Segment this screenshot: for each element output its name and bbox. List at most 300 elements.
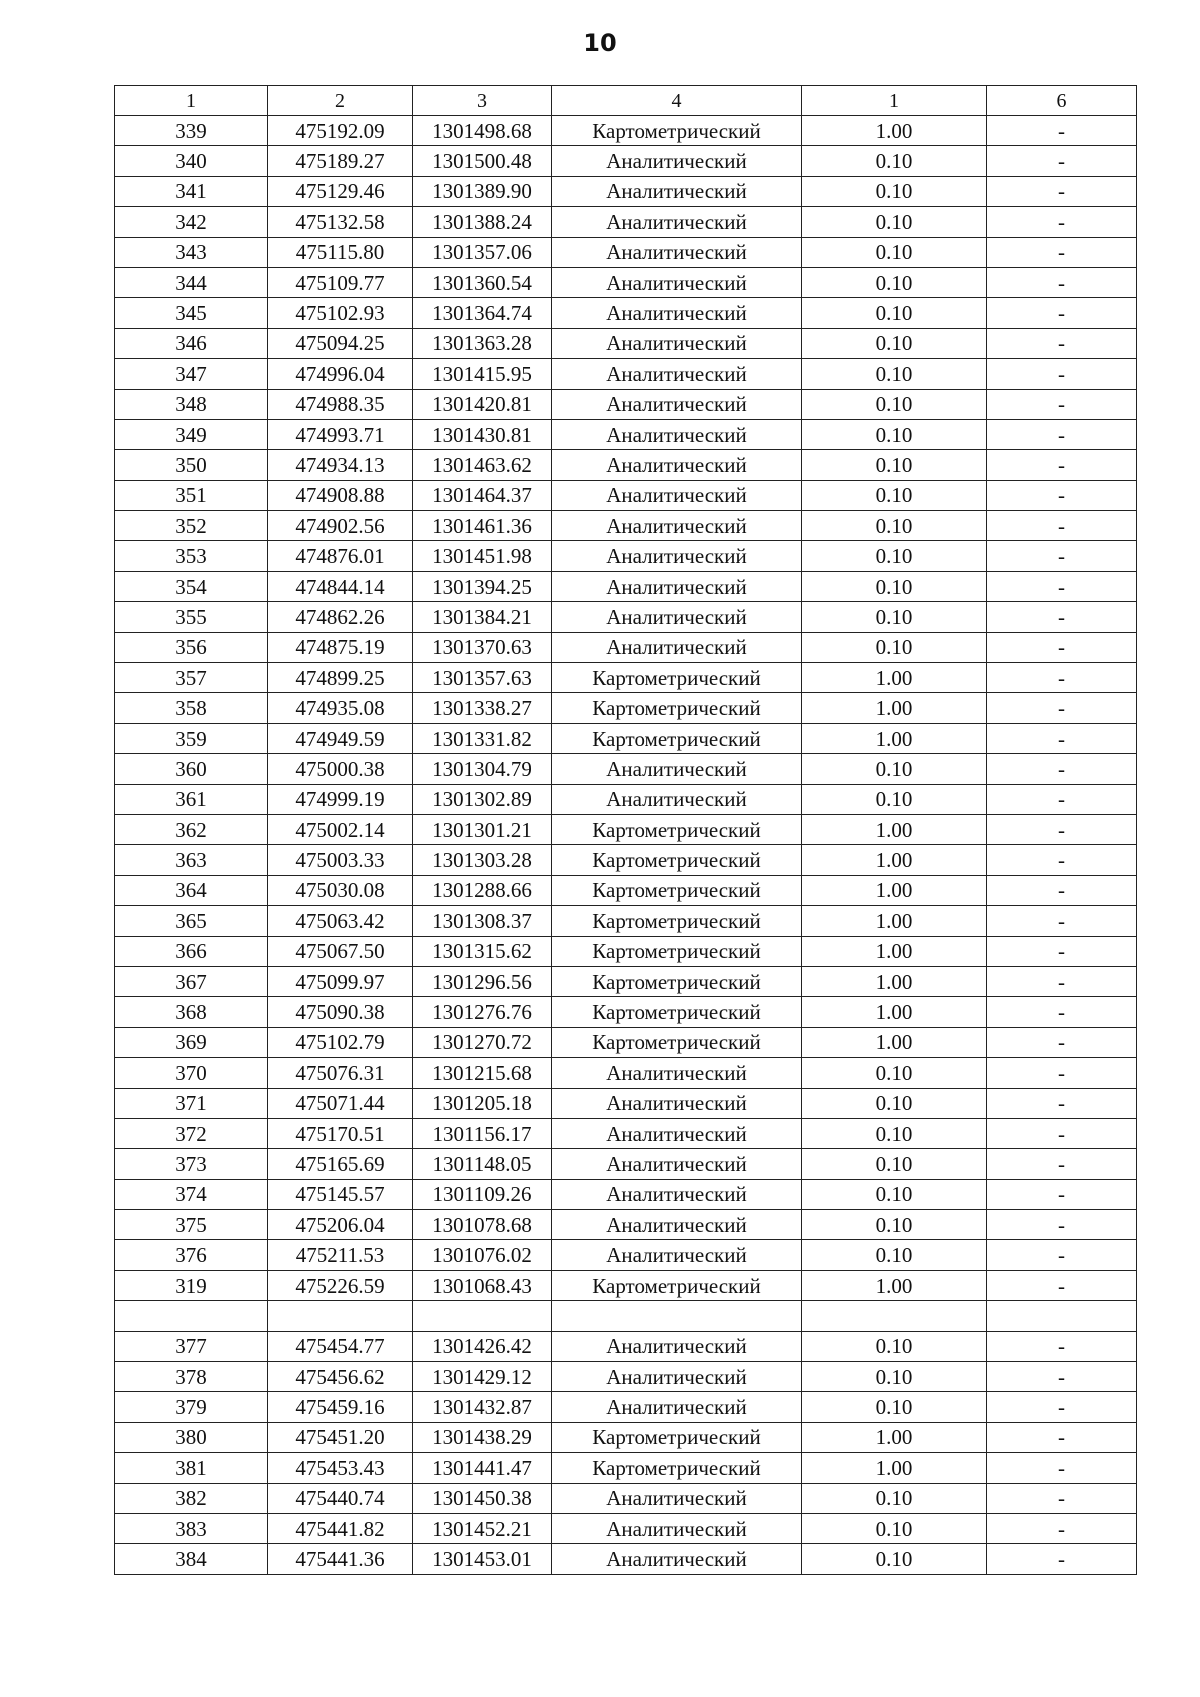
- x-coordinate-cell: 475170.51: [268, 1118, 413, 1148]
- x-coordinate-cell: 475094.25: [268, 328, 413, 358]
- table-row: [115, 1179, 1137, 1209]
- accuracy-cell: 0.10: [802, 784, 987, 814]
- point-number-cell: [115, 1301, 268, 1331]
- accuracy-cell: 1.00: [802, 845, 987, 875]
- table-row: [115, 1027, 1137, 1057]
- table-row: [115, 389, 1137, 419]
- table-row: [115, 602, 1137, 632]
- point-number-cell: 353: [115, 541, 268, 571]
- y-coordinate-cell: 1301296.56: [413, 966, 552, 996]
- x-coordinate-cell: 475456.62: [268, 1362, 413, 1392]
- y-coordinate-cell: 1301389.90: [413, 176, 552, 206]
- table-row: [115, 328, 1137, 358]
- y-coordinate-cell: 1301360.54: [413, 267, 552, 297]
- y-coordinate-cell: 1301388.24: [413, 207, 552, 237]
- accuracy-cell: 0.10: [802, 450, 987, 480]
- y-coordinate-cell: 1301109.26: [413, 1179, 552, 1209]
- column-header: 1: [802, 86, 987, 116]
- method-cell: Аналитический: [552, 267, 802, 297]
- y-coordinate-cell: 1301451.98: [413, 541, 552, 571]
- x-coordinate-cell: 475099.97: [268, 966, 413, 996]
- y-coordinate-cell: 1301331.82: [413, 723, 552, 753]
- table-row: [115, 906, 1137, 936]
- x-coordinate-cell: 474899.25: [268, 663, 413, 693]
- accuracy-cell: 0.10: [802, 146, 987, 176]
- point-number-cell: 357: [115, 663, 268, 693]
- note-cell: -: [987, 1240, 1137, 1270]
- accuracy-cell: 1.00: [802, 936, 987, 966]
- note-cell: -: [987, 602, 1137, 632]
- point-number-cell: 373: [115, 1149, 268, 1179]
- x-coordinate-cell: 475002.14: [268, 814, 413, 844]
- method-cell: Аналитический: [552, 1331, 802, 1361]
- x-coordinate-cell: 475063.42: [268, 906, 413, 936]
- table-row: [115, 571, 1137, 601]
- header-row: [115, 86, 1137, 116]
- y-coordinate-cell: 1301426.42: [413, 1331, 552, 1361]
- accuracy-cell: 0.10: [802, 176, 987, 206]
- column-header: 4: [552, 86, 802, 116]
- table-row: [115, 1058, 1137, 1088]
- x-coordinate-cell: 475192.09: [268, 116, 413, 146]
- point-number-cell: 384: [115, 1544, 268, 1574]
- y-coordinate-cell: 1301338.27: [413, 693, 552, 723]
- y-coordinate-cell: 1301148.05: [413, 1149, 552, 1179]
- table-row: [115, 1392, 1137, 1422]
- accuracy-cell: 0.10: [802, 480, 987, 510]
- table-row: [115, 1544, 1137, 1574]
- method-cell: Картометрический: [552, 1453, 802, 1483]
- note-cell: -: [987, 419, 1137, 449]
- method-cell: Картометрический: [552, 693, 802, 723]
- x-coordinate-cell: 475071.44: [268, 1088, 413, 1118]
- note-cell: -: [987, 936, 1137, 966]
- accuracy-cell: 1.00: [802, 1422, 987, 1452]
- note-cell: -: [987, 1179, 1137, 1209]
- accuracy-cell: 0.10: [802, 328, 987, 358]
- x-coordinate-cell: 474875.19: [268, 632, 413, 662]
- y-coordinate-cell: 1301464.37: [413, 480, 552, 510]
- table-row: [115, 936, 1137, 966]
- point-number-cell: 371: [115, 1088, 268, 1118]
- accuracy-cell: 0.10: [802, 1118, 987, 1148]
- method-cell: Аналитический: [552, 1392, 802, 1422]
- x-coordinate-cell: 475206.04: [268, 1210, 413, 1240]
- method-cell: Аналитический: [552, 1483, 802, 1513]
- y-coordinate-cell: 1301500.48: [413, 146, 552, 176]
- y-coordinate-cell: 1301450.38: [413, 1483, 552, 1513]
- x-coordinate-cell: 475129.46: [268, 176, 413, 206]
- note-cell: -: [987, 1453, 1137, 1483]
- point-number-cell: 376: [115, 1240, 268, 1270]
- point-number-cell: 352: [115, 511, 268, 541]
- point-number-cell: 378: [115, 1362, 268, 1392]
- note-cell: -: [987, 1058, 1137, 1088]
- column-header: 1: [115, 86, 268, 116]
- method-cell: Аналитический: [552, 1513, 802, 1543]
- table-header: [115, 86, 1137, 116]
- method-cell: Аналитический: [552, 1118, 802, 1148]
- table-row: [115, 1483, 1137, 1513]
- point-number-cell: 379: [115, 1392, 268, 1422]
- column-header: 2: [268, 86, 413, 116]
- table-row: [115, 875, 1137, 905]
- method-cell: Аналитический: [552, 359, 802, 389]
- note-cell: -: [987, 693, 1137, 723]
- table-row: [115, 663, 1137, 693]
- point-number-cell: 383: [115, 1513, 268, 1543]
- point-number-cell: 350: [115, 450, 268, 480]
- y-coordinate-cell: 1301078.68: [413, 1210, 552, 1240]
- accuracy-cell: 1.00: [802, 966, 987, 996]
- point-number-cell: 364: [115, 875, 268, 905]
- note-cell: -: [987, 328, 1137, 358]
- table-row: [115, 1331, 1137, 1361]
- table-row: [115, 754, 1137, 784]
- note-cell: -: [987, 754, 1137, 784]
- method-cell: Картометрический: [552, 845, 802, 875]
- note-cell: -: [987, 571, 1137, 601]
- method-cell: Аналитический: [552, 480, 802, 510]
- x-coordinate-cell: 475459.16: [268, 1392, 413, 1422]
- x-coordinate-cell: 474993.71: [268, 419, 413, 449]
- accuracy-cell: 1.00: [802, 723, 987, 753]
- accuracy-cell: 0.10: [802, 1058, 987, 1088]
- method-cell: [552, 1301, 802, 1331]
- accuracy-cell: 0.10: [802, 1179, 987, 1209]
- coordinates-table: [114, 85, 1137, 1575]
- x-coordinate-cell: 475165.69: [268, 1149, 413, 1179]
- x-coordinate-cell: [268, 1301, 413, 1331]
- note-cell: -: [987, 1210, 1137, 1240]
- table-row: [115, 541, 1137, 571]
- table-row: [115, 693, 1137, 723]
- method-cell: Аналитический: [552, 1058, 802, 1088]
- accuracy-cell: 0.10: [802, 1483, 987, 1513]
- method-cell: Картометрический: [552, 875, 802, 905]
- note-cell: -: [987, 511, 1137, 541]
- y-coordinate-cell: 1301370.63: [413, 632, 552, 662]
- method-cell: Аналитический: [552, 1210, 802, 1240]
- method-cell: Аналитический: [552, 146, 802, 176]
- point-number-cell: 354: [115, 571, 268, 601]
- note-cell: -: [987, 389, 1137, 419]
- y-coordinate-cell: 1301357.06: [413, 237, 552, 267]
- table-row: [115, 1422, 1137, 1452]
- table-row: [115, 723, 1137, 753]
- table-row: [115, 1210, 1137, 1240]
- note-cell: -: [987, 146, 1137, 176]
- point-number-cell: 344: [115, 267, 268, 297]
- point-number-cell: 369: [115, 1027, 268, 1057]
- x-coordinate-cell: 474988.35: [268, 389, 413, 419]
- table-row: [115, 1240, 1137, 1270]
- point-number-cell: 366: [115, 936, 268, 966]
- x-coordinate-cell: 474996.04: [268, 359, 413, 389]
- x-coordinate-cell: 475109.77: [268, 267, 413, 297]
- accuracy-cell: 1.00: [802, 693, 987, 723]
- method-cell: Картометрический: [552, 936, 802, 966]
- x-coordinate-cell: 475453.43: [268, 1453, 413, 1483]
- x-coordinate-cell: 474876.01: [268, 541, 413, 571]
- point-number-cell: 341: [115, 176, 268, 206]
- x-coordinate-cell: 475441.36: [268, 1544, 413, 1574]
- column-header: 6: [987, 86, 1137, 116]
- table-row: [115, 1362, 1137, 1392]
- y-coordinate-cell: 1301384.21: [413, 602, 552, 632]
- method-cell: Картометрический: [552, 1270, 802, 1300]
- x-coordinate-cell: 474999.19: [268, 784, 413, 814]
- x-coordinate-cell: 475454.77: [268, 1331, 413, 1361]
- x-coordinate-cell: 475211.53: [268, 1240, 413, 1270]
- x-coordinate-cell: 475115.80: [268, 237, 413, 267]
- note-cell: -: [987, 116, 1137, 146]
- note-cell: -: [987, 906, 1137, 936]
- method-cell: Картометрический: [552, 906, 802, 936]
- accuracy-cell: 0.10: [802, 237, 987, 267]
- accuracy-cell: 0.10: [802, 1544, 987, 1574]
- y-coordinate-cell: 1301288.66: [413, 875, 552, 905]
- note-cell: -: [987, 723, 1137, 753]
- point-number-cell: 381: [115, 1453, 268, 1483]
- y-coordinate-cell: 1301276.76: [413, 997, 552, 1027]
- point-number-cell: 362: [115, 814, 268, 844]
- table-row-blank: [115, 1301, 1137, 1331]
- y-coordinate-cell: 1301420.81: [413, 389, 552, 419]
- point-number-cell: 375: [115, 1210, 268, 1240]
- note-cell: -: [987, 359, 1137, 389]
- note-cell: -: [987, 1027, 1137, 1057]
- x-coordinate-cell: 474862.26: [268, 602, 413, 632]
- note-cell: -: [987, 298, 1137, 328]
- table-row: [115, 298, 1137, 328]
- note-cell: -: [987, 450, 1137, 480]
- x-coordinate-cell: 475226.59: [268, 1270, 413, 1300]
- table-row: [115, 480, 1137, 510]
- note-cell: -: [987, 1362, 1137, 1392]
- note-cell: -: [987, 845, 1137, 875]
- method-cell: Аналитический: [552, 389, 802, 419]
- y-coordinate-cell: 1301429.12: [413, 1362, 552, 1392]
- method-cell: Аналитический: [552, 298, 802, 328]
- y-coordinate-cell: 1301463.62: [413, 450, 552, 480]
- x-coordinate-cell: 474949.59: [268, 723, 413, 753]
- method-cell: Картометрический: [552, 116, 802, 146]
- y-coordinate-cell: 1301364.74: [413, 298, 552, 328]
- accuracy-cell: 0.10: [802, 1149, 987, 1179]
- method-cell: Аналитический: [552, 328, 802, 358]
- table-row: [115, 176, 1137, 206]
- method-cell: Аналитический: [552, 1149, 802, 1179]
- note-cell: -: [987, 1422, 1137, 1452]
- note-cell: -: [987, 1544, 1137, 1574]
- note-cell: -: [987, 632, 1137, 662]
- accuracy-cell: 0.10: [802, 1392, 987, 1422]
- table-row: [115, 116, 1137, 146]
- note-cell: -: [987, 237, 1137, 267]
- method-cell: Аналитический: [552, 237, 802, 267]
- note-cell: -: [987, 1149, 1137, 1179]
- point-number-cell: 339: [115, 116, 268, 146]
- table-row: [115, 997, 1137, 1027]
- y-coordinate-cell: 1301301.21: [413, 814, 552, 844]
- point-number-cell: 363: [115, 845, 268, 875]
- point-number-cell: 367: [115, 966, 268, 996]
- x-coordinate-cell: 474935.08: [268, 693, 413, 723]
- x-coordinate-cell: 475067.50: [268, 936, 413, 966]
- accuracy-cell: 0.10: [802, 359, 987, 389]
- x-coordinate-cell: 475003.33: [268, 845, 413, 875]
- accuracy-cell: 1.00: [802, 906, 987, 936]
- y-coordinate-cell: 1301452.21: [413, 1513, 552, 1543]
- table-row: [115, 511, 1137, 541]
- note-cell: -: [987, 1483, 1137, 1513]
- method-cell: Аналитический: [552, 1240, 802, 1270]
- accuracy-cell: 0.10: [802, 1210, 987, 1240]
- point-number-cell: 380: [115, 1422, 268, 1452]
- point-number-cell: 340: [115, 146, 268, 176]
- accuracy-cell: 1.00: [802, 1027, 987, 1057]
- accuracy-cell: 1.00: [802, 116, 987, 146]
- method-cell: Аналитический: [552, 1544, 802, 1574]
- point-number-cell: 319: [115, 1270, 268, 1300]
- accuracy-cell: 0.10: [802, 1513, 987, 1543]
- accuracy-cell: [802, 1301, 987, 1331]
- point-number-cell: 355: [115, 602, 268, 632]
- table-row: [115, 814, 1137, 844]
- table-row: [115, 845, 1137, 875]
- y-coordinate-cell: 1301205.18: [413, 1088, 552, 1118]
- accuracy-cell: 0.10: [802, 1240, 987, 1270]
- point-number-cell: 370: [115, 1058, 268, 1088]
- point-number-cell: 359: [115, 723, 268, 753]
- accuracy-cell: 1.00: [802, 1453, 987, 1483]
- method-cell: Картометрический: [552, 1422, 802, 1452]
- accuracy-cell: 0.10: [802, 571, 987, 601]
- method-cell: Аналитический: [552, 541, 802, 571]
- point-number-cell: 342: [115, 207, 268, 237]
- y-coordinate-cell: 1301432.87: [413, 1392, 552, 1422]
- point-number-cell: 356: [115, 632, 268, 662]
- accuracy-cell: 0.10: [802, 632, 987, 662]
- x-coordinate-cell: 475189.27: [268, 146, 413, 176]
- point-number-cell: 351: [115, 480, 268, 510]
- x-coordinate-cell: 475132.58: [268, 207, 413, 237]
- method-cell: Аналитический: [552, 450, 802, 480]
- accuracy-cell: 1.00: [802, 997, 987, 1027]
- x-coordinate-cell: 475090.38: [268, 997, 413, 1027]
- note-cell: -: [987, 480, 1137, 510]
- y-coordinate-cell: 1301461.36: [413, 511, 552, 541]
- method-cell: Аналитический: [552, 754, 802, 784]
- table-body: [115, 116, 1137, 1575]
- note-cell: -: [987, 663, 1137, 693]
- column-header: 3: [413, 86, 552, 116]
- table-row: [115, 966, 1137, 996]
- point-number-cell: 349: [115, 419, 268, 449]
- accuracy-cell: 1.00: [802, 814, 987, 844]
- y-coordinate-cell: 1301068.43: [413, 1270, 552, 1300]
- note-cell: -: [987, 1118, 1137, 1148]
- accuracy-cell: 0.10: [802, 207, 987, 237]
- method-cell: Аналитический: [552, 1088, 802, 1118]
- table-row: [115, 267, 1137, 297]
- method-cell: Аналитический: [552, 176, 802, 206]
- point-number-cell: 377: [115, 1331, 268, 1361]
- point-number-cell: 360: [115, 754, 268, 784]
- x-coordinate-cell: 474902.56: [268, 511, 413, 541]
- table-row: [115, 1118, 1137, 1148]
- table-row: [115, 237, 1137, 267]
- table-row: [115, 632, 1137, 662]
- y-coordinate-cell: 1301308.37: [413, 906, 552, 936]
- accuracy-cell: 0.10: [802, 1331, 987, 1361]
- y-coordinate-cell: 1301302.89: [413, 784, 552, 814]
- note-cell: -: [987, 267, 1137, 297]
- point-number-cell: 361: [115, 784, 268, 814]
- accuracy-cell: 0.10: [802, 389, 987, 419]
- note-cell: -: [987, 1088, 1137, 1118]
- note-cell: [987, 1301, 1137, 1331]
- method-cell: Картометрический: [552, 663, 802, 693]
- note-cell: -: [987, 541, 1137, 571]
- y-coordinate-cell: 1301357.63: [413, 663, 552, 693]
- y-coordinate-cell: [413, 1301, 552, 1331]
- x-coordinate-cell: 475145.57: [268, 1179, 413, 1209]
- note-cell: -: [987, 875, 1137, 905]
- x-coordinate-cell: 475441.82: [268, 1513, 413, 1543]
- x-coordinate-cell: 475451.20: [268, 1422, 413, 1452]
- note-cell: -: [987, 814, 1137, 844]
- method-cell: Аналитический: [552, 511, 802, 541]
- method-cell: Аналитический: [552, 632, 802, 662]
- accuracy-cell: 0.10: [802, 1088, 987, 1118]
- method-cell: Картометрический: [552, 997, 802, 1027]
- method-cell: Картометрический: [552, 723, 802, 753]
- method-cell: Картометрический: [552, 966, 802, 996]
- accuracy-cell: 0.10: [802, 602, 987, 632]
- method-cell: Аналитический: [552, 419, 802, 449]
- note-cell: -: [987, 966, 1137, 996]
- table-row: [115, 207, 1137, 237]
- accuracy-cell: 0.10: [802, 267, 987, 297]
- accuracy-cell: 1.00: [802, 1270, 987, 1300]
- method-cell: Аналитический: [552, 1179, 802, 1209]
- y-coordinate-cell: 1301304.79: [413, 754, 552, 784]
- point-number-cell: 382: [115, 1483, 268, 1513]
- point-number-cell: 343: [115, 237, 268, 267]
- note-cell: -: [987, 1270, 1137, 1300]
- x-coordinate-cell: 475030.08: [268, 875, 413, 905]
- accuracy-cell: 1.00: [802, 663, 987, 693]
- y-coordinate-cell: 1301270.72: [413, 1027, 552, 1057]
- point-number-cell: 358: [115, 693, 268, 723]
- accuracy-cell: 0.10: [802, 419, 987, 449]
- x-coordinate-cell: 475102.79: [268, 1027, 413, 1057]
- note-cell: -: [987, 1331, 1137, 1361]
- method-cell: Аналитический: [552, 571, 802, 601]
- table-row: [115, 1149, 1137, 1179]
- y-coordinate-cell: 1301076.02: [413, 1240, 552, 1270]
- accuracy-cell: 0.10: [802, 1362, 987, 1392]
- accuracy-cell: 0.10: [802, 754, 987, 784]
- point-number-cell: 374: [115, 1179, 268, 1209]
- note-cell: -: [987, 784, 1137, 814]
- x-coordinate-cell: 474934.13: [268, 450, 413, 480]
- y-coordinate-cell: 1301303.28: [413, 845, 552, 875]
- x-coordinate-cell: 475440.74: [268, 1483, 413, 1513]
- method-cell: Аналитический: [552, 1362, 802, 1392]
